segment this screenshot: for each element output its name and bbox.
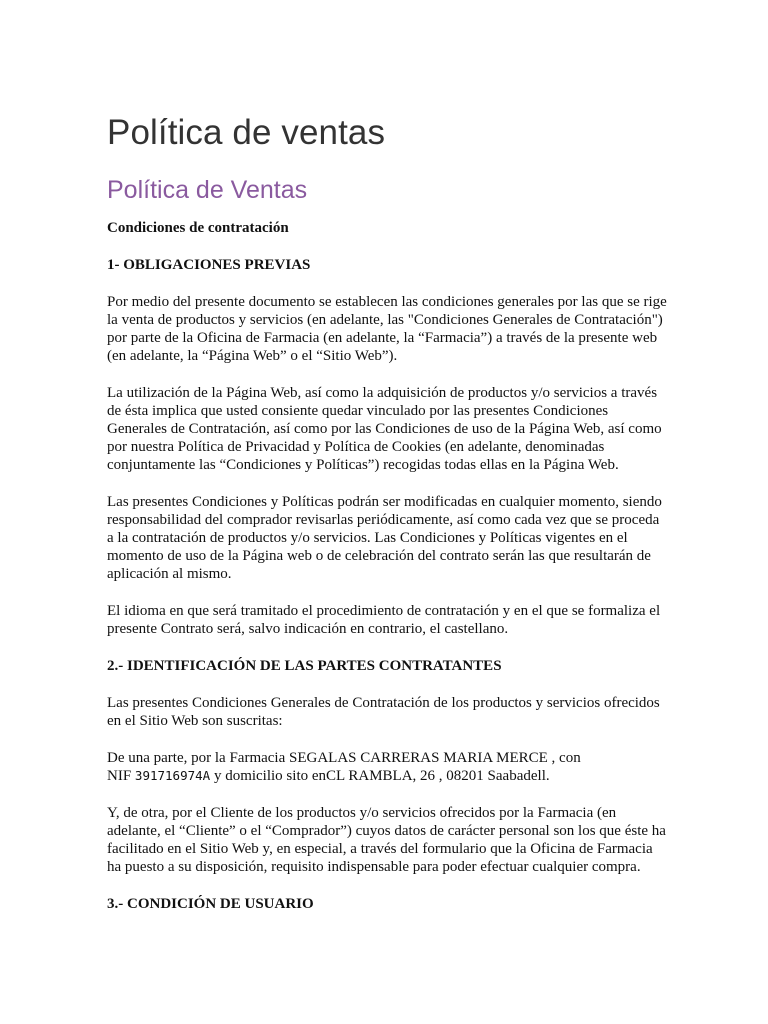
section-1-paragraph-2: La utilización de la Página Web, así como la adquisición de productos y/o servicios a través de ésta implica que usted consiente quedar vinculado por las presentes Condiciones Generales de Contratación, así como por las Condiciones de uso de la Página Web, así como por nuestra Política de Privacidad y Política de Cookies (en adelante, denominadas conjuntamente las “Condiciones y Políticas”) recogidas todas ellas en la Página Web. [107,385,662,473]
section-1-paragraph-3: Las presentes Condiciones y Políticas podrán ser modificadas en cualquier momento, siendo responsabilidad del comprador revisarlas periódicamente, así como cada vez que se proceda a la contratación de productos y/o servicios. Las Condiciones y Políticas vigentes en el momento de uso de la Página web o de celebración del contrato serán las que resultarán de aplicación al mismo. [107,494,662,582]
section-1-heading: 1- OBLIGACIONES PREVIAS [107,257,311,273]
party-pharmacy-line: De una parte, por la Farmacia SEGALAS CARRERAS MARIA MERCE , con [107,750,581,766]
section-1-paragraph-4: El idioma en que será tramitado el procedimiento de contratación y en el que se formaliza el presente Contrato será, salvo indicación en contrario, el castellano. [107,603,661,637]
section-2-paragraph-3: Y, de otra, por el Cliente de los productos y/o servicios ofrecidos por la Farmacia (en adelante, el “Cliente” o el “Comprador”) cuyos datos de carácter personal son los que éste ha facilitado en el Sitio Web y, en especial, a través del formulario que la Oficina de Farmacia ha puesto a su disposición, requisito indispensable para poder efectuar cualquier compra. [107,805,666,875]
page-title: Política de ventas [107,113,386,152]
section-3-heading: 3.- CONDICIÓN DE USUARIO [107,896,314,912]
nif-value: 391716974A [134,768,211,783]
section-2-heading: 2.- IDENTIFICACIÓN DE LAS PARTES CONTRATANTES [107,658,502,674]
section-2-paragraph-1: Las presentes Condiciones Generales de Contratación de los productos y servicios ofrecidos en el Sitio Web son suscritas: [107,695,660,729]
pharmacy-address: y domicilio sito enCL RAMBLA, 26 , 08201 Saabadell. [213,768,550,784]
page-subtitle: Política de Ventas [107,176,308,204]
section-1-paragraph-1: Por medio del presente documento se establecen las condiciones generales por las que se rige la venta de productos y servicios (en adelante, las "Condiciones Generales de Contratación") por parte de la Oficina de Farmacia (en adelante, la “Farmacia”) a través de la presente web (en adelante, la “Página Web” o el “Sitio Web”). [107,294,667,364]
document-page [107,112,667,913]
section-2-paragraph-2 [107,749,667,785]
nif-label: NIF [107,768,132,784]
conditions-heading: Condiciones de contratación [107,220,289,236]
